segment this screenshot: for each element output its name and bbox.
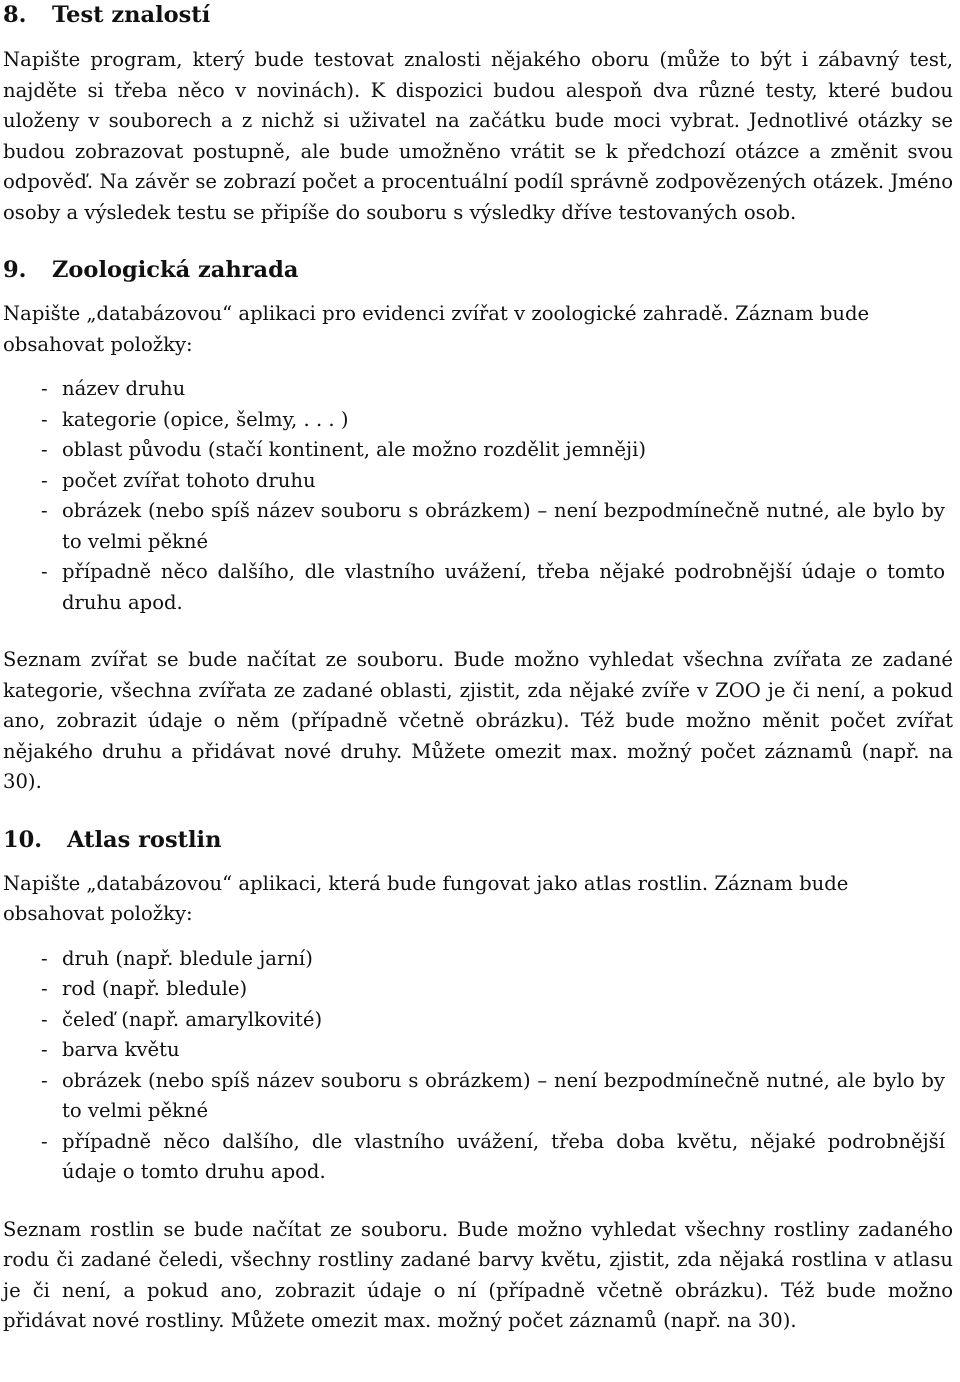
section-8-paragraph: Napište program, který bude testovat znalosti nějakého oboru (může to být i zábavný test, najděte si třeba něco v novinách). K dispozici budou alespoň dva různé testy, které budou uloženy v souborech a z nichž si uživatel na začátku bude moci vybrat. Jednotlivé otázky se budou zobrazovat postupně, ale bude umožněno vrátit se k předchozí otázce a změnit svou odpověď. Na závěr se zobrazí počet a procentuální podíl správně zodpovězených otázek. Jméno osoby a výsledek testu se připíše do souboru s výsledky dříve testovaných osob. [3,48,953,224]
section-10-intro: Napište „databázovou“ aplikaci, která bude fungovat jako atlas rostlin. Záznam bude obsahovat položky: [3,871,849,925]
list-item: - případně něco dalšího, dle vlastního uvážení, třeba nějaké podrobnější údaje o tomto druhu apod. [3,557,953,618]
section-number: 8. [3,2,27,28]
list-item: - čeleď (např. amarylkovité) [3,1005,953,1036]
section-heading-8 [3,0,953,30]
list-item: - případně něco dalšího, dle vlastního uvážení, třeba doba květu, nějaké podrobnější údaje o tomto druhu apod. [3,1127,953,1188]
list-item: - rod (např. bledule) [3,974,953,1005]
list-item: - počet zvířat tohoto druhu [3,466,953,497]
list-item: - druh (např. bledule jarní) [3,944,953,975]
section-9-outro: Seznam zvířat se bude načítat ze souboru. Bude možno vyhledat všechna zvířata ze zadané kategorie, všechna zvířata ze zadané oblasti, zjistit, zda nějaké zvíře v ZOO je či není, a pokud ano, zobrazit údaje o něm (případně včetně obrázku). Též bude možno měnit počet zvířat nějakého druhu a přidávat nové druhy. Můžete omezit max. možný počet záznamů (např. na 30). [3,648,953,793]
list-item: - obrázek (nebo spíš název souboru s obrázkem) – není bezpodmínečně nutné, ale bylo by to velmi pěkné [3,496,953,557]
list-item: - název druhu [3,374,953,405]
section-title: Atlas rostlin [67,826,222,853]
list-item: - obrázek (nebo spíš název souboru s obrázkem) – není bezpodmínečně nutné, ale bylo by to velmi pěkné [3,1066,953,1127]
document-page [3,0,953,1337]
section-title: Zoologická zahrada [52,257,299,283]
list-item: - barva květu [3,1035,953,1066]
section-number: 10. [3,826,43,853]
list-item: - oblast původu (stačí kontinent, ale možno rozdělit jemněji) [3,435,953,466]
section-title: Test znalostí [52,2,211,28]
section-10-item-list [3,944,953,1188]
section-10-outro: Seznam rostlin se bude načítat ze souboru. Bude možno vyhledat všechny rostliny zadaného rodu či zadané čeledi, všechny rostliny zadané barvy květu, zjistit, zda nějaká rostlina v atlasu je či není, a pokud ano, zobrazit údaje o ní (případně včetně obrázku). Též bude možno přidávat nové rostliny. Můžete omezit max. možný počet záznamů (např. na 30). [3,1217,953,1332]
section-9-item-list [3,374,953,618]
section-heading-10 [3,825,953,855]
section-heading-9 [3,255,953,285]
section-number: 9. [3,257,27,283]
section-9-intro: Napište „databázovou“ aplikaci pro evidenci zvířat v zoologické zahradě. Záznam bude obsahovat položky: [3,302,870,356]
list-item: - kategorie (opice, šelmy, . . . ) [3,405,953,436]
